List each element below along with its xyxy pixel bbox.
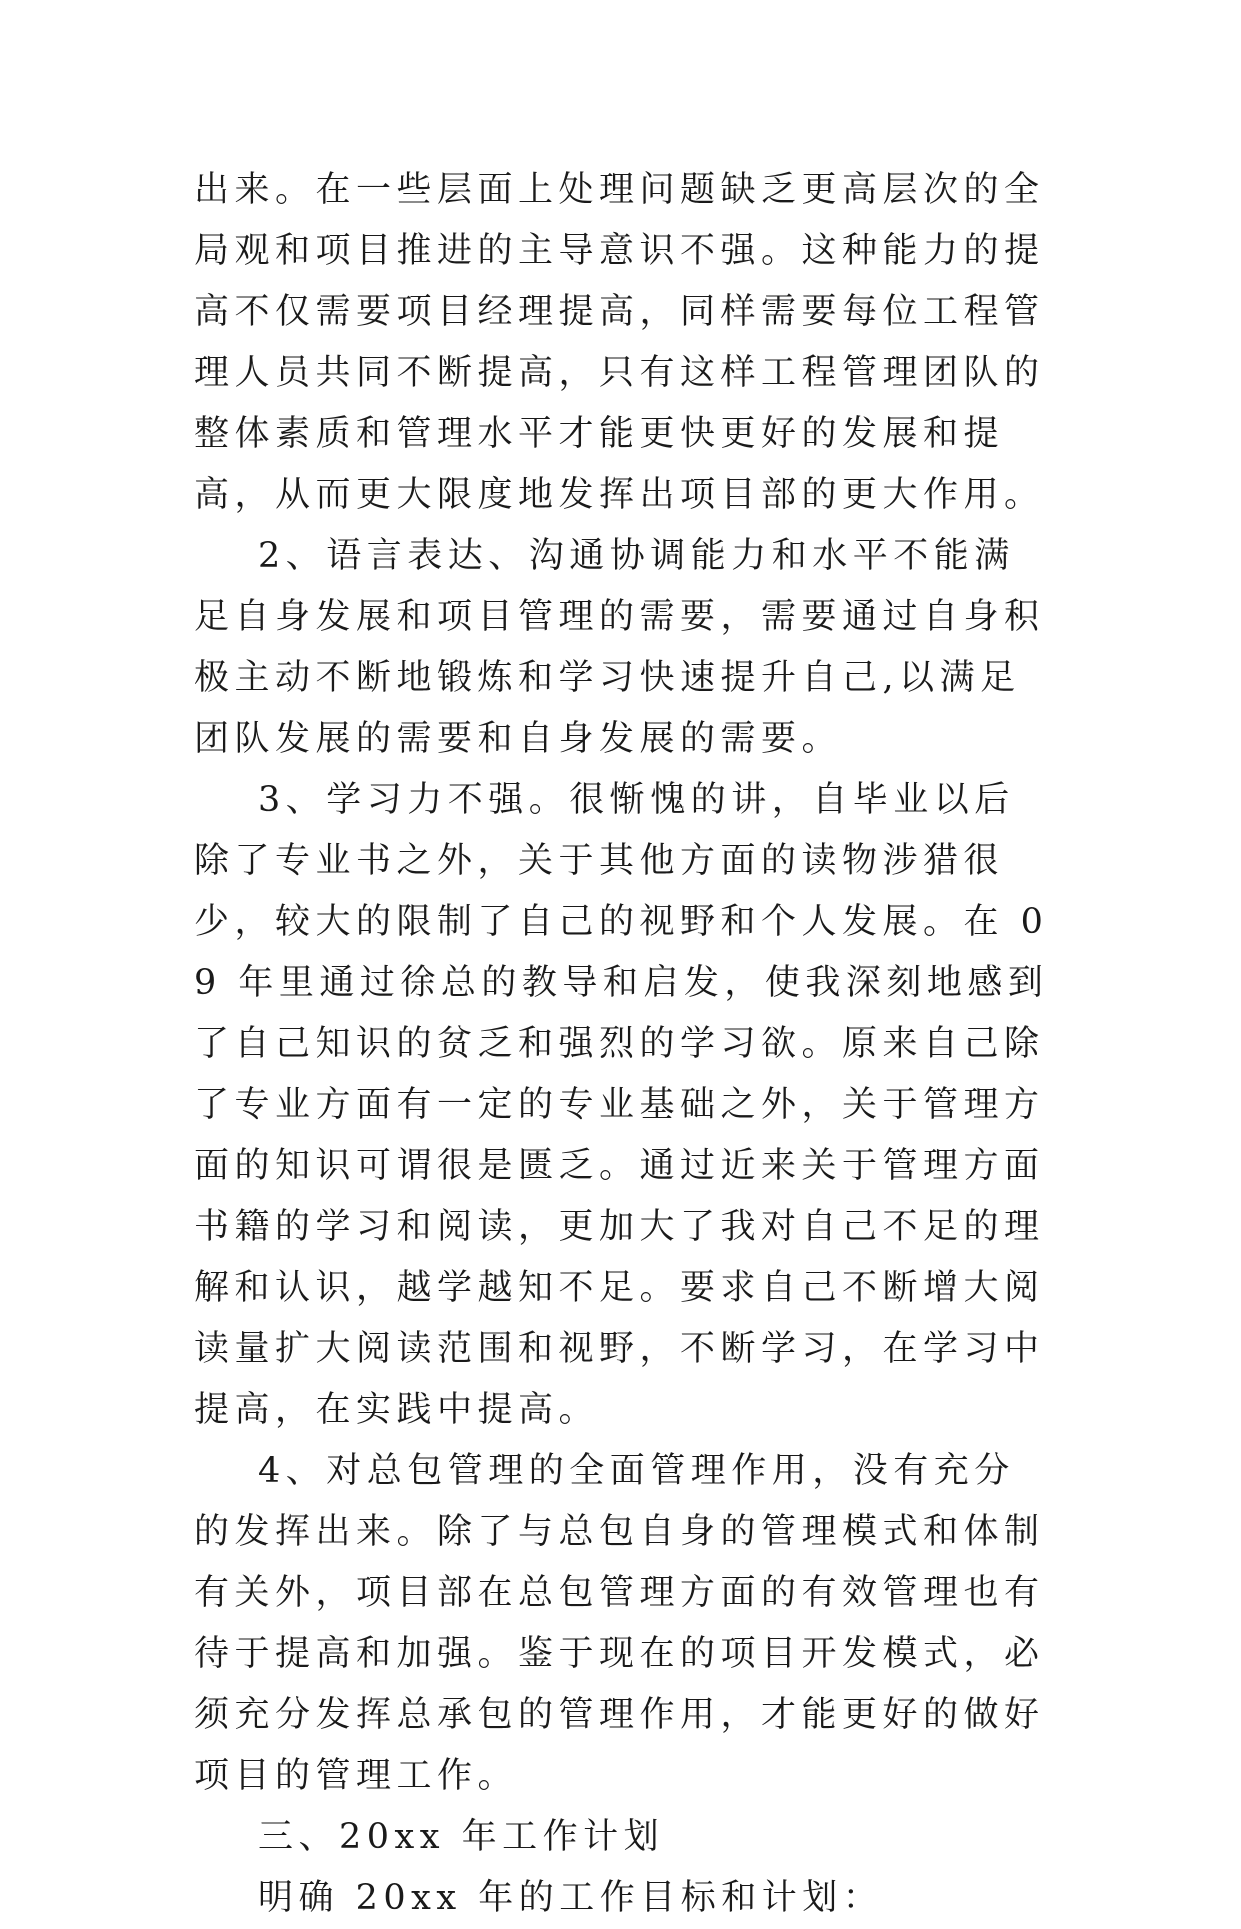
- document-body: [194, 160, 1054, 1929]
- paragraph-continued: 出来。在一些层面上处理问题缺乏更高层次的全局观和项目推进的主导意识不强。这种能力的提高不仅需要项目经理提高，同样需要每位工程管理人员共同不断提高，只有这样工程管理团队的整体素质和管理水平才能更快更好的发展和提高，从而更大限度地发挥出项目部的更大作用。: [194, 170, 1045, 515]
- paragraph-item-3: 3、学习力不强。很惭愧的讲，自毕业以后除了专业书之外，关于其他方面的读物涉猎很少，较大的限制了自己的视野和个人发展。在 09 年里通过徐总的教导和启发，使我深刻地感到了自己知识的贫乏和强烈的学习欲。原来自己除了专业方面有一定的专业基础之外，关于管理方面的知识可谓很是匮乏。通过近来关于管理方面书籍的学习和阅读，更加大了我对自己不足的理解和认识，越学越知不足。要求自己不断增大阅读量扩大阅读范围和视野，不断学习，在学习中提高，在实践中提高。: [194, 780, 1049, 1430]
- paragraph-plan-intro: 明确 20xx 年的工作目标和计划：: [258, 1878, 884, 1918]
- section-heading: 三、20xx 年工作计划: [258, 1817, 665, 1857]
- paragraph-item-2: 2、语言表达、沟通协调能力和水平不能满足自身发展和项目管理的需要，需要通过自身积极主动不断地锻炼和学习快速提升自己,以满足团队发展的需要和自身发展的需要。: [194, 536, 1045, 759]
- paragraph-item-4: 4、对总包管理的全面管理作用，没有充分的发挥出来。除了与总包自身的管理模式和体制有关外，项目部在总包管理方面的有效管理也有待于提高和加强。鉴于现在的项目开发模式，必须充分发挥总承包的管理作用，才能更好的做好项目的管理工作。: [194, 1451, 1045, 1796]
